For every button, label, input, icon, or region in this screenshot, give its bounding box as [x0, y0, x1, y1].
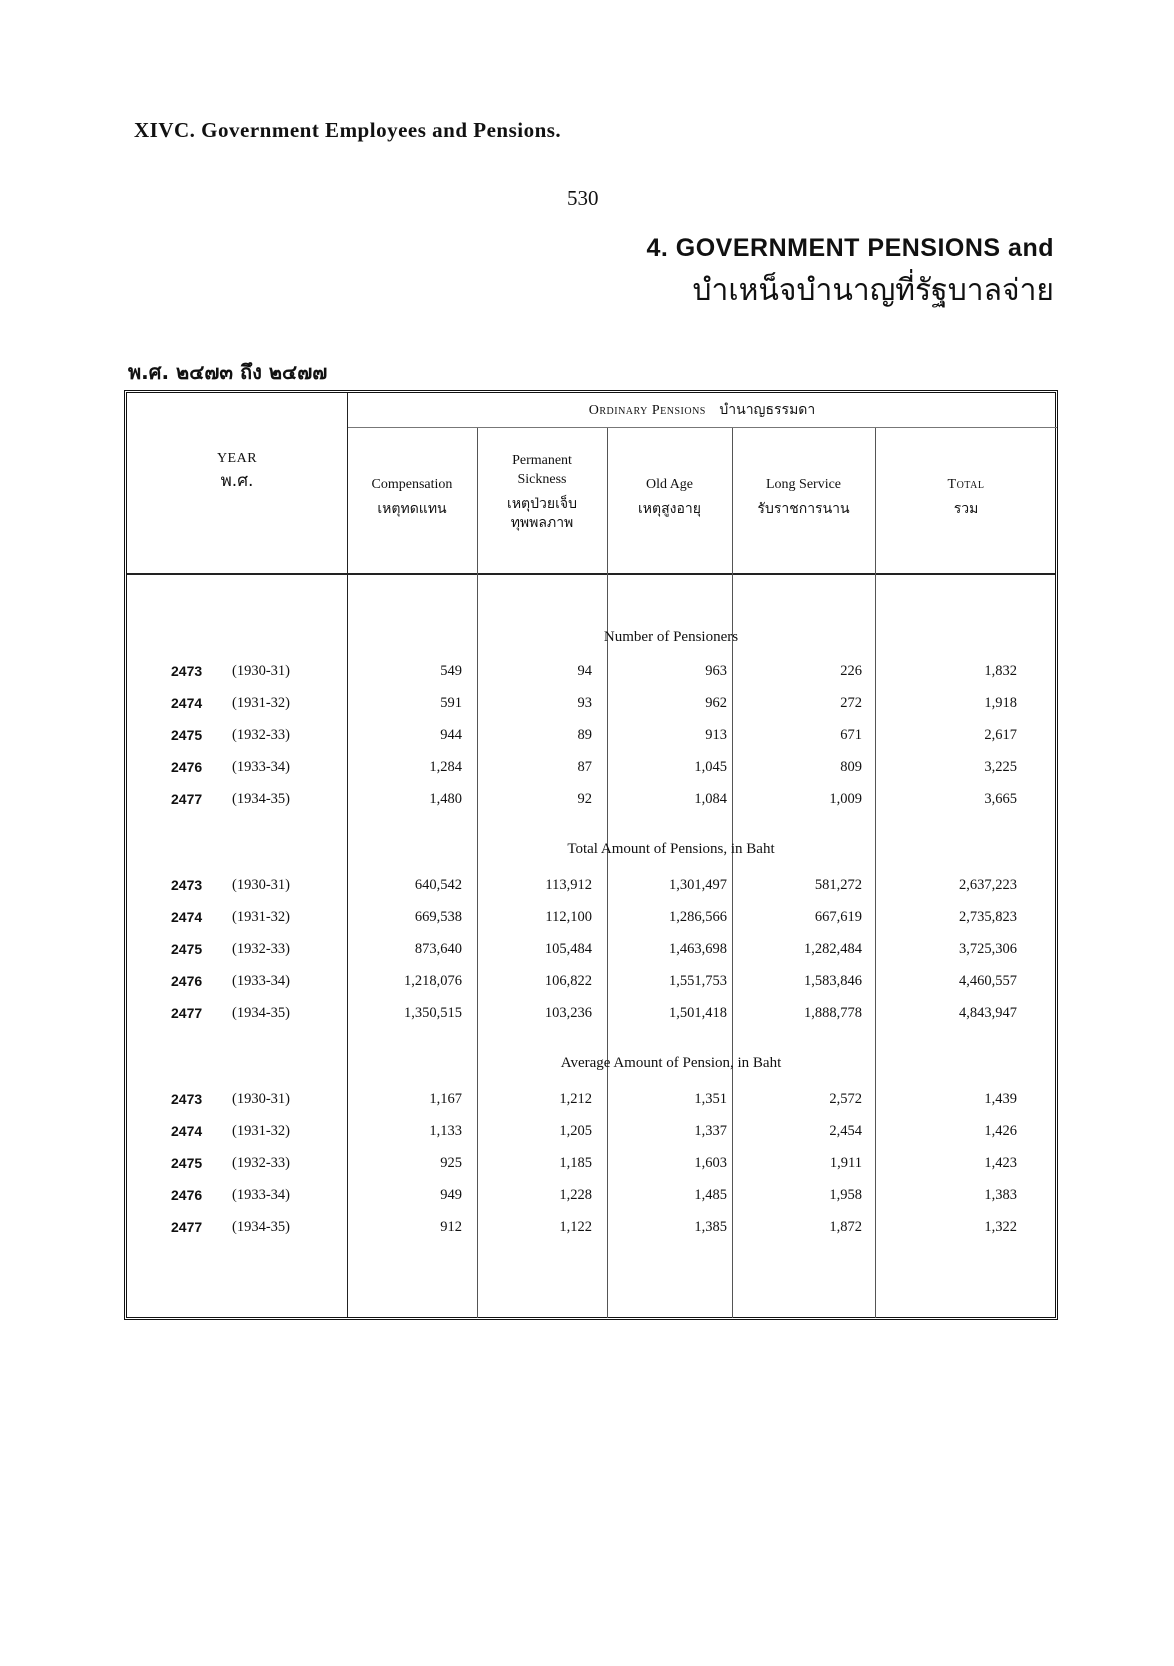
section-label-number-of-pensioners: Number of Pensioners [603, 629, 739, 645]
column-label-th: เหตุสูงอายุ [638, 501, 701, 517]
table-row [127, 909, 1055, 941]
value-compensation: 944 [440, 727, 462, 743]
value-old-age: 1,337 [694, 1123, 727, 1139]
value-sickness: 93 [577, 695, 592, 711]
year-ad: (1930-31) [232, 663, 290, 679]
year-label-th: พ.ศ. [220, 471, 254, 491]
value-long-service: 1,888,778 [804, 1005, 862, 1021]
group-header-rule [347, 427, 1057, 428]
year-be: 2475 [171, 727, 203, 743]
value-compensation: 1,284 [429, 759, 462, 775]
value-long-service: 1,009 [829, 791, 862, 807]
year-ad: (1933-34) [232, 973, 290, 989]
year-ad: (1931-32) [232, 695, 290, 711]
value-long-service: 1,282,484 [804, 941, 862, 957]
value-old-age: 962 [705, 695, 727, 711]
value-compensation: 873,640 [414, 941, 462, 957]
year-be: 2475 [171, 1155, 203, 1171]
group-header [347, 401, 1057, 420]
value-long-service: 667,619 [814, 909, 862, 925]
year-ad: (1931-32) [232, 909, 290, 925]
table-row [127, 1219, 1055, 1251]
value-total: 1,426 [984, 1123, 1017, 1139]
value-old-age: 1,385 [694, 1219, 727, 1235]
table-row [127, 791, 1055, 823]
value-compensation: 949 [440, 1187, 462, 1203]
column-header-total [875, 475, 1057, 519]
title-english: 4. GOVERNMENT PENSIONS and [646, 234, 1054, 262]
year-be: 2477 [171, 1005, 203, 1021]
column-header-compensation [347, 475, 477, 519]
value-total: 4,843,947 [959, 1005, 1017, 1021]
year-ad: (1934-35) [232, 1219, 290, 1235]
value-total: 2,637,223 [959, 877, 1017, 893]
column-header-long-service [732, 475, 875, 519]
value-sickness: 103,236 [544, 1005, 592, 1021]
year-be: 2476 [171, 973, 203, 989]
pensions-table [124, 390, 1058, 1320]
year-label-en: YEAR [216, 451, 258, 466]
header-bottom-rule [127, 573, 1055, 575]
value-compensation: 669,538 [414, 909, 462, 925]
value-long-service: 2,572 [829, 1091, 862, 1107]
value-total: 4,460,557 [959, 973, 1017, 989]
value-long-service: 226 [840, 663, 862, 679]
value-old-age: 963 [705, 663, 727, 679]
value-compensation: 1,133 [429, 1123, 462, 1139]
column-label-th: เหตุทดแทน [377, 501, 447, 517]
page-number: 530 [567, 186, 599, 210]
value-sickness: 87 [577, 759, 592, 775]
value-long-service: 272 [840, 695, 862, 711]
table-row [127, 1091, 1055, 1123]
value-long-service: 1,911 [829, 1155, 862, 1171]
value-total: 2,735,823 [959, 909, 1017, 925]
value-compensation: 912 [440, 1219, 462, 1235]
value-total: 3,225 [984, 759, 1017, 775]
value-long-service: 581,272 [814, 877, 862, 893]
column-label-th: เหตุป่วยเจ็บทุพพลภาพ [507, 496, 577, 531]
column-label-en: Long Service [765, 477, 842, 492]
value-old-age: 1,286,566 [669, 909, 727, 925]
title-block [646, 234, 1054, 314]
year-ad: (1932-33) [232, 1155, 290, 1171]
year-ad: (1930-31) [232, 1091, 290, 1107]
column-label-th: รวม [953, 501, 979, 517]
year-be: 2477 [171, 1219, 203, 1235]
value-old-age: 1,301,497 [669, 877, 727, 893]
value-total: 1,918 [984, 695, 1017, 711]
value-sickness: 106,822 [544, 973, 592, 989]
year-be: 2474 [171, 1123, 203, 1139]
year-ad: (1930-31) [232, 877, 290, 893]
column-label-th: รับราชการนาน [757, 501, 850, 517]
value-long-service: 1,583,846 [804, 973, 862, 989]
value-compensation: 591 [440, 695, 462, 711]
value-long-service: 671 [840, 727, 862, 743]
table-row [127, 1123, 1055, 1155]
value-old-age: 1,551,753 [669, 973, 727, 989]
value-compensation: 925 [440, 1155, 462, 1171]
table-row [127, 727, 1055, 759]
table-row [127, 1187, 1055, 1219]
value-long-service: 1,872 [829, 1219, 862, 1235]
value-total: 1,832 [984, 663, 1017, 679]
year-ad: (1934-35) [232, 1005, 290, 1021]
year-ad: (1932-33) [232, 941, 290, 957]
table-row [127, 1155, 1055, 1187]
year-header [127, 449, 347, 491]
value-total: 1,439 [984, 1091, 1017, 1107]
table-row [127, 759, 1055, 791]
group-label-en: Ordinary Pensions [588, 403, 706, 418]
table-row [127, 1005, 1055, 1037]
table-row [127, 877, 1055, 909]
section-label-total-amount: Total Amount of Pensions, in Baht [567, 841, 775, 857]
table-row [127, 663, 1055, 695]
value-compensation: 549 [440, 663, 462, 679]
value-compensation: 1,350,515 [404, 1005, 462, 1021]
year-ad: (1933-34) [232, 759, 290, 775]
value-old-age: 1,045 [694, 759, 727, 775]
value-old-age: 913 [705, 727, 727, 743]
value-old-age: 1,463,698 [669, 941, 727, 957]
value-sickness: 1,122 [559, 1219, 592, 1235]
value-compensation: 1,218,076 [404, 973, 462, 989]
value-total: 3,665 [984, 791, 1017, 807]
value-total: 3,725,306 [959, 941, 1017, 957]
value-old-age: 1,603 [694, 1155, 727, 1171]
value-sickness: 89 [577, 727, 592, 743]
year-be: 2473 [171, 663, 203, 679]
period-label: พ.ศ. ๒๔๗๓ ถึง ๒๔๗๗ [128, 360, 328, 384]
column-label-en: Old Age [645, 477, 694, 492]
value-long-service: 1,958 [829, 1187, 862, 1203]
table-row [127, 695, 1055, 727]
value-compensation: 1,167 [429, 1091, 462, 1107]
value-sickness: 1,185 [559, 1155, 592, 1171]
value-old-age: 1,501,418 [669, 1005, 727, 1021]
value-old-age: 1,351 [694, 1091, 727, 1107]
column-label-en: Total [947, 477, 985, 492]
value-compensation: 640,542 [414, 877, 462, 893]
year-be: 2474 [171, 695, 203, 711]
value-sickness: 94 [577, 663, 592, 679]
value-total: 1,423 [984, 1155, 1017, 1171]
value-total: 1,383 [984, 1187, 1017, 1203]
value-sickness: 105,484 [544, 941, 592, 957]
year-ad: (1934-35) [232, 791, 290, 807]
value-long-service: 2,454 [829, 1123, 862, 1139]
value-sickness: 1,228 [559, 1187, 592, 1203]
year-be: 2475 [171, 941, 203, 957]
title-thai: บำเหน็จบำนาญที่รัฐบาลจ่าย [692, 273, 1054, 308]
value-long-service: 809 [840, 759, 862, 775]
value-old-age: 1,485 [694, 1187, 727, 1203]
column-header-permanent-sickness [477, 451, 607, 533]
column-label-en: Compensation [371, 477, 453, 492]
year-be: 2473 [171, 1091, 203, 1107]
value-sickness: 1,212 [559, 1091, 592, 1107]
year-be: 2477 [171, 791, 203, 807]
section-label-average-amount: Average Amount of Pension, in Baht [560, 1055, 782, 1071]
value-old-age: 1,084 [694, 791, 727, 807]
year-be: 2474 [171, 909, 203, 925]
value-compensation: 1,480 [429, 791, 462, 807]
value-sickness: 113,912 [545, 877, 592, 893]
year-be: 2476 [171, 1187, 203, 1203]
section-header: XIVC. Government Employees and Pensions. [134, 118, 562, 142]
column-label-en: Permanent Sickness [512, 453, 572, 487]
value-total: 1,322 [984, 1219, 1017, 1235]
table-row [127, 941, 1055, 973]
value-sickness: 112,100 [545, 909, 592, 925]
year-ad: (1933-34) [232, 1187, 290, 1203]
year-be: 2476 [171, 759, 203, 775]
group-label-th: บำนาญธรรมดา [719, 402, 816, 418]
value-sickness: 1,205 [559, 1123, 592, 1139]
year-ad: (1932-33) [232, 727, 290, 743]
table-row [127, 973, 1055, 1005]
year-be: 2473 [171, 877, 203, 893]
year-ad: (1931-32) [232, 1123, 290, 1139]
value-sickness: 92 [577, 791, 592, 807]
value-total: 2,617 [984, 727, 1017, 743]
column-header-old-age [607, 475, 732, 519]
